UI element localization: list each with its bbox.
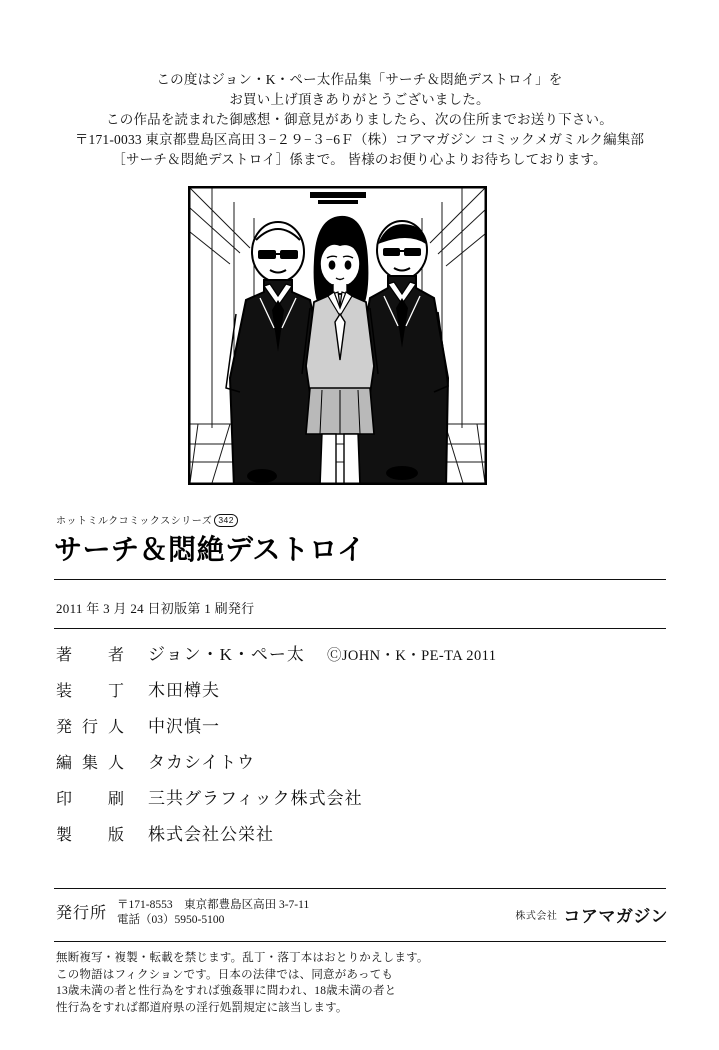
series-number-badge: 342 xyxy=(214,514,238,527)
credit-value: 木田樽夫 xyxy=(148,681,220,700)
publisher-postal: 〒171-8553 東京都豊島区高田 3-7-11 xyxy=(117,899,310,911)
publisher-phone: 電話（03）5950-5100 xyxy=(117,914,225,926)
illustration-frame xyxy=(188,186,487,485)
legal-line-4: 性行為をすれば都道府県の淫行処罰規定に該当します。 xyxy=(56,1001,348,1014)
publisher-address xyxy=(117,898,309,928)
credits-table xyxy=(56,640,666,856)
credit-label: 印 刷 xyxy=(56,791,135,808)
manga-illustration xyxy=(190,188,485,483)
credit-copyright: ⒸJOHN・K・PE-TA 2011 xyxy=(326,648,497,664)
divider-legal xyxy=(54,941,666,942)
page-title: サーチ＆悶絶デストロイ xyxy=(54,534,366,565)
publisher-block xyxy=(56,898,668,928)
series-label: ホットミルクコミックスシリーズ xyxy=(56,516,213,527)
credit-value: タカシイトウ xyxy=(148,753,256,772)
publisher-logo xyxy=(515,898,668,927)
credit-row xyxy=(56,712,666,748)
legal-notice xyxy=(56,950,676,1016)
credit-value: 三共グラフィック株式会社 xyxy=(148,789,363,808)
thanks-line-4: 〒171-0033 東京都豊島区高田３−２９−３−6Ｆ（株）コアマガジン コミックメガミルク編集部 xyxy=(74,132,645,147)
legal-line-1: 無断複写・複製・転載を禁じます。乱丁・落丁本はおとりかえします。 xyxy=(56,952,429,964)
divider-publisher xyxy=(54,888,666,889)
divider-credits xyxy=(54,628,666,629)
credit-label: 発行人 xyxy=(56,719,135,736)
thank-you-block xyxy=(0,70,719,170)
credit-label: 著 者 xyxy=(56,647,135,664)
credit-label: 装 丁 xyxy=(56,683,135,700)
credit-row xyxy=(56,784,666,820)
legal-line-3: 13歳未満の者と性行為をすれば強姦罪に問われ、18歳未満の者と xyxy=(56,985,397,997)
credit-label: 製 版 xyxy=(56,827,135,844)
divider-top xyxy=(54,579,666,580)
credit-row xyxy=(56,820,666,856)
credit-value: ジョン・K・ペー太 xyxy=(148,645,305,664)
credit-row xyxy=(56,748,666,784)
credit-value: 株式会社公栄社 xyxy=(148,825,274,844)
credit-row xyxy=(56,676,666,712)
credit-label: 編集人 xyxy=(56,755,135,772)
credit-value: 中沢慎一 xyxy=(148,717,220,736)
series-line xyxy=(56,512,238,527)
legal-line-2: この物語はフィクションです。日本の法律では、同意があっても xyxy=(56,968,394,981)
publisher-brand: コアマガジン xyxy=(563,907,668,926)
publisher-label: 発行所 xyxy=(56,905,108,922)
publisher-corp-prefix: 株式会社 xyxy=(515,911,558,922)
thanks-line-2: お買い上げ頂きありがとうございました。 xyxy=(229,92,490,107)
thanks-line-1: この度はジョン・K・ペー太作品集「サーチ＆悶絶デストロイ」を xyxy=(156,72,563,87)
thanks-line-5: ［サーチ＆悶絶デストロイ］係まで。 皆様のお便り心よりお待ちしております。 xyxy=(112,152,607,167)
publication-date: 2011 年 3 月 24 日初版第 1 刷発行 xyxy=(56,601,255,616)
thanks-line-3: この作品を読まれた御感想・御意見がありましたら、次の住所までお送り下さい。 xyxy=(106,112,613,127)
credit-row xyxy=(56,640,666,676)
